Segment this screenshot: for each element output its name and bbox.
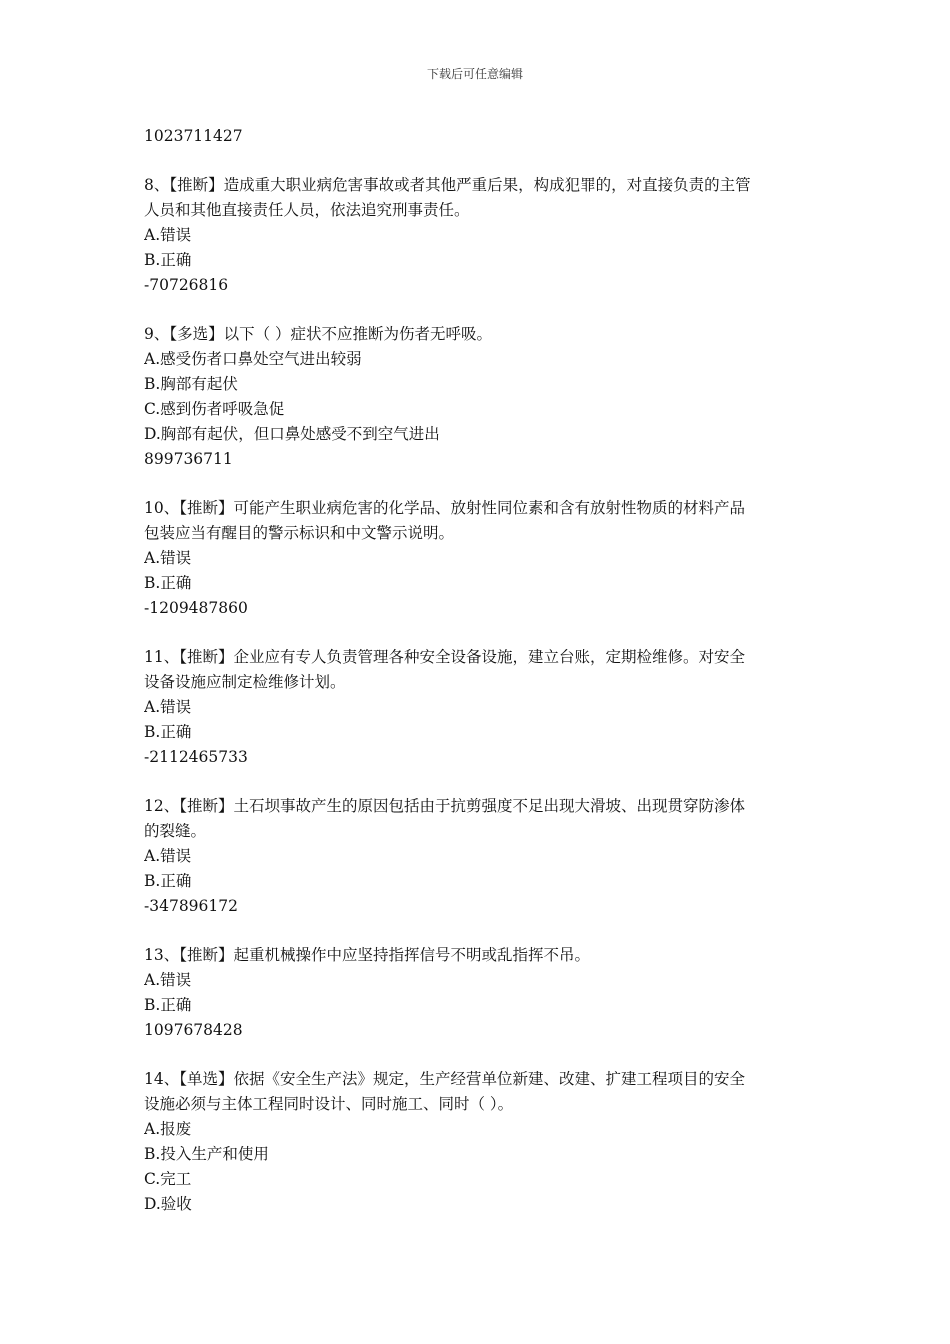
page-header: 下载后可任意编辑	[426, 67, 523, 81]
answer-code: 1023711427	[144, 127, 243, 145]
option-a: A.感受伤者口鼻处空气进出较弱	[144, 350, 362, 368]
question-8	[144, 173, 808, 298]
question-stem-line: 12、【推断】土石坝事故产生的原因包括由于抗剪强度不足出现大滑坡、出现贯穿防渗体	[144, 797, 745, 815]
option-b: B.正确	[144, 996, 192, 1014]
question-11	[144, 645, 808, 770]
answer-code: -347896172	[144, 897, 238, 915]
option-a: A.错误	[144, 847, 192, 865]
document-content	[144, 124, 808, 1241]
option-a: A.错误	[144, 698, 192, 716]
option-b: B.投入生产和使用	[144, 1145, 269, 1163]
option-b: B.正确	[144, 574, 192, 592]
option-b: B.正确	[144, 872, 192, 890]
question-stem-line: 11、【推断】企业应有专人负责管理各种安全设备设施，建立台账，定期检维修。对安全	[144, 648, 745, 666]
option-b: B.正确	[144, 723, 192, 741]
option-a: A.错误	[144, 971, 192, 989]
leading-code-block	[144, 124, 808, 149]
question-stem-line: 的裂缝。	[144, 822, 207, 840]
question-stem-line: 10、【推断】可能产生职业病危害的化学品、放射性同位素和含有放射性物质的材料产品	[144, 499, 745, 517]
answer-code: -70726816	[144, 276, 229, 294]
option-a: A.错误	[144, 549, 192, 567]
question-9	[144, 322, 808, 472]
answer-code: 899736711	[144, 450, 233, 468]
question-14	[144, 1067, 808, 1217]
question-stem-line: 14、【单选】依据《安全生产法》规定，生产经营单位新建、改建、扩建工程项目的安全	[144, 1070, 745, 1088]
option-c: C.感到伤者呼吸急促	[144, 400, 285, 418]
option-a: A.报废	[144, 1120, 192, 1138]
question-stem-line: 13、【推断】起重机械操作中应坚持指挥信号不明或乱指挥不吊。	[144, 946, 590, 964]
question-stem-line: 设备设施应制定检维修计划。	[144, 673, 346, 691]
option-b: B.胸部有起伏	[144, 375, 238, 393]
question-stem-line: 设施必须与主体工程同时设计、同时施工、同时（ ）。	[144, 1095, 514, 1113]
option-b: B.正确	[144, 251, 192, 269]
question-stem-line: 9、【多选】以下（ ）症状不应推断为伤者无呼吸。	[144, 325, 493, 343]
question-stem-line: 人员和其他直接责任人员，依法追究刑事责任。	[144, 201, 470, 219]
option-c: C.完工	[144, 1170, 192, 1188]
question-10	[144, 496, 808, 621]
answer-code: 1097678428	[144, 1021, 243, 1039]
option-d: D.胸部有起伏，但口鼻处感受不到空气进出	[144, 425, 440, 443]
question-12	[144, 794, 808, 919]
question-stem-line: 8、【推断】造成重大职业病危害事故或者其他严重后果，构成犯罪的，对直接负责的主管	[144, 176, 751, 194]
option-a: A.错误	[144, 226, 192, 244]
option-d: D.验收	[144, 1195, 192, 1213]
answer-code: -1209487860	[144, 599, 248, 617]
question-stem-line: 包装应当有醒目的警示标识和中文警示说明。	[144, 524, 455, 542]
question-13	[144, 943, 808, 1043]
answer-code: -2112465733	[144, 748, 248, 766]
